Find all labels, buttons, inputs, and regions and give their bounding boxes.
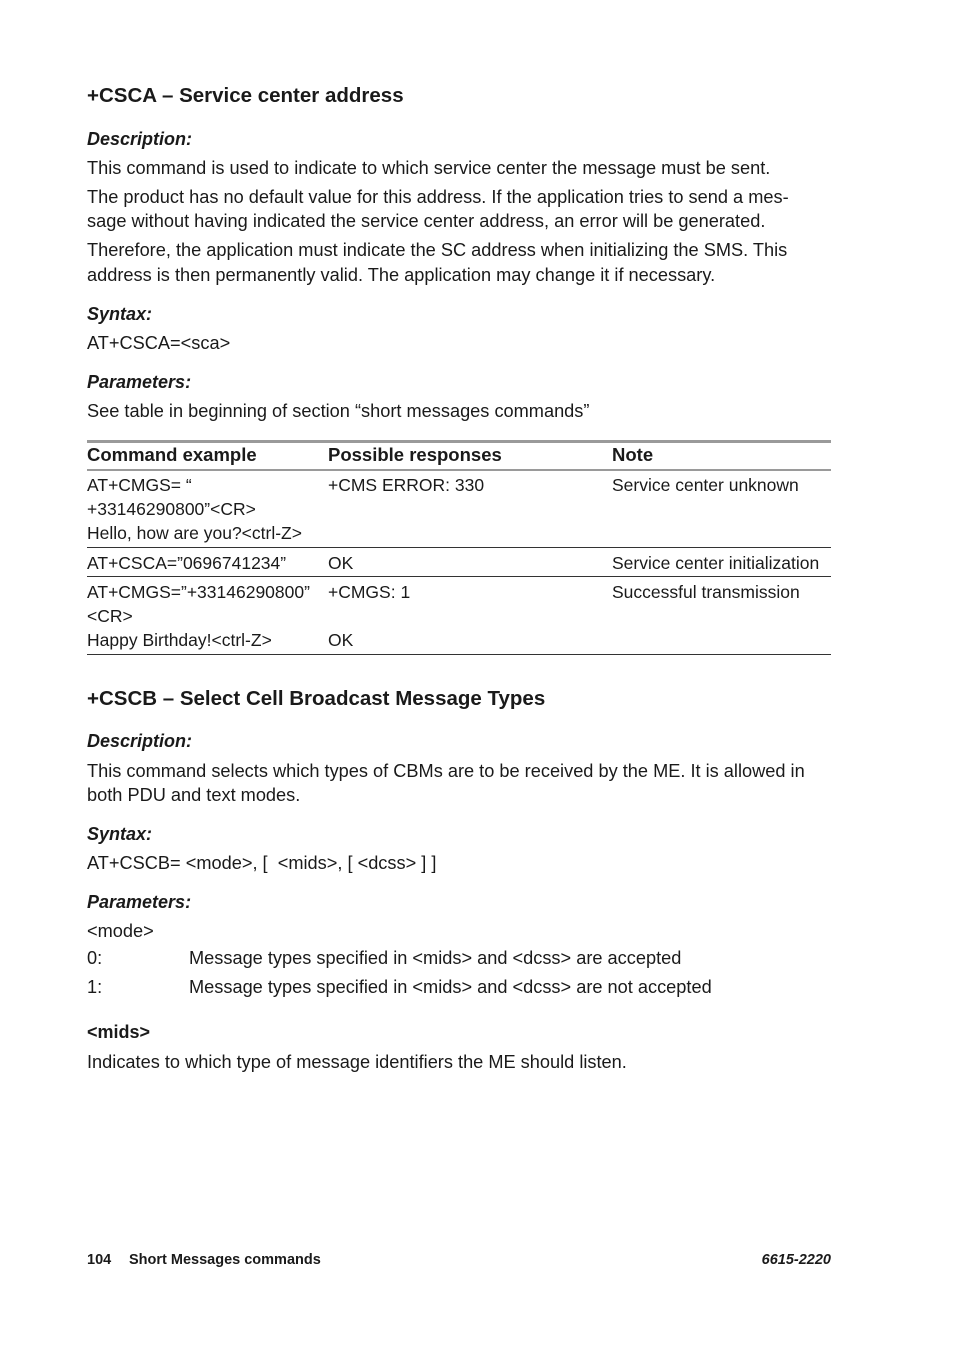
description-line-1: This command selects which types of CBMs are to be received by the ME. It is allowed in	[87, 761, 805, 781]
description-paragraph-1: This command is used to indicate to which service center the message must be sent.	[87, 158, 771, 178]
description-label: Description:	[87, 129, 193, 149]
section-title-csca: +CSCA – Service center address	[87, 84, 404, 107]
description-paragraph-2-line-2: sage without having indicated the service center address, an error will be generated.	[87, 211, 766, 231]
footer-section-name: Short Messages commands	[129, 1252, 321, 1268]
table-cell-response: OK	[328, 553, 354, 573]
syntax-text: AT+CSCB= <mode>, [ <mids>, [ <dcss> ] ]	[87, 853, 437, 873]
mode-value-text: Message types specified in <mids> and <dcss> are not accepted	[189, 977, 712, 997]
description-label: Description:	[87, 731, 193, 751]
description-paragraph-3-line-1: Therefore, the application must indicate the SC address when initializing the SMS. This	[87, 240, 788, 260]
mode-value-key: 0:	[87, 948, 103, 968]
mode-value-text: Message types specified in <mids> and <dcss> are accepted	[189, 948, 682, 968]
parameters-label: Parameters:	[87, 892, 192, 912]
table-row-rule	[87, 547, 831, 548]
mids-label: <mids>	[87, 1022, 151, 1042]
table-cell-command: <CR>	[87, 606, 133, 626]
description-line-2: both PDU and text modes.	[87, 785, 301, 805]
footer-doc-number: 6615-2220	[761, 1252, 831, 1268]
table-bottom-rule	[87, 654, 831, 655]
table-cell-note: Service center unknown	[612, 475, 799, 495]
table-cell-command: Happy Birthday!<ctrl-Z>	[87, 630, 272, 650]
table-cell-response: +CMGS: 1	[328, 582, 411, 602]
table-row-rule	[87, 576, 831, 577]
parameters-text: See table in beginning of section “short messages commands”	[87, 401, 590, 421]
table-cell-note: Service center initialization	[612, 553, 820, 573]
syntax-text: AT+CSCA=<sca>	[87, 333, 231, 353]
table-header-responses: Possible responses	[328, 444, 502, 465]
mode-value-key: 1:	[87, 977, 103, 997]
table-header-command: Command example	[87, 444, 257, 465]
parameters-label: Parameters:	[87, 372, 192, 392]
table-cell-command: AT+CSCA=”0696741234”	[87, 553, 287, 573]
table-cell-response: +CMS ERROR: 330	[328, 475, 485, 495]
table-header-rule	[87, 469, 831, 471]
table-header-note: Note	[612, 444, 654, 465]
table-cell-response: OK	[328, 630, 354, 650]
mode-label: <mode>	[87, 921, 154, 941]
footer-page-number: 104	[87, 1252, 112, 1268]
table-cell-command: AT+CMGS=”+33146290800”	[87, 582, 310, 602]
syntax-label: Syntax:	[87, 824, 153, 844]
description-paragraph-3-line-2: address is then permanently valid. The application may change it if necessary.	[87, 265, 716, 285]
syntax-label: Syntax:	[87, 304, 153, 324]
description-paragraph-2-line-1: The product has no default value for this address. If the application tries to send a mes-	[87, 187, 789, 207]
table-cell-command: +33146290800”<CR>	[87, 499, 256, 519]
mids-description: Indicates to which type of message identifiers the ME should listen.	[87, 1052, 627, 1072]
table-cell-note: Successful transmission	[612, 582, 800, 602]
table-cell-command: AT+CMGS= “	[87, 475, 192, 495]
section-title-cscb: +CSCB – Select Cell Broadcast Message Types	[87, 687, 546, 710]
table-cell-command: Hello, how are you?<ctrl-Z>	[87, 523, 302, 543]
